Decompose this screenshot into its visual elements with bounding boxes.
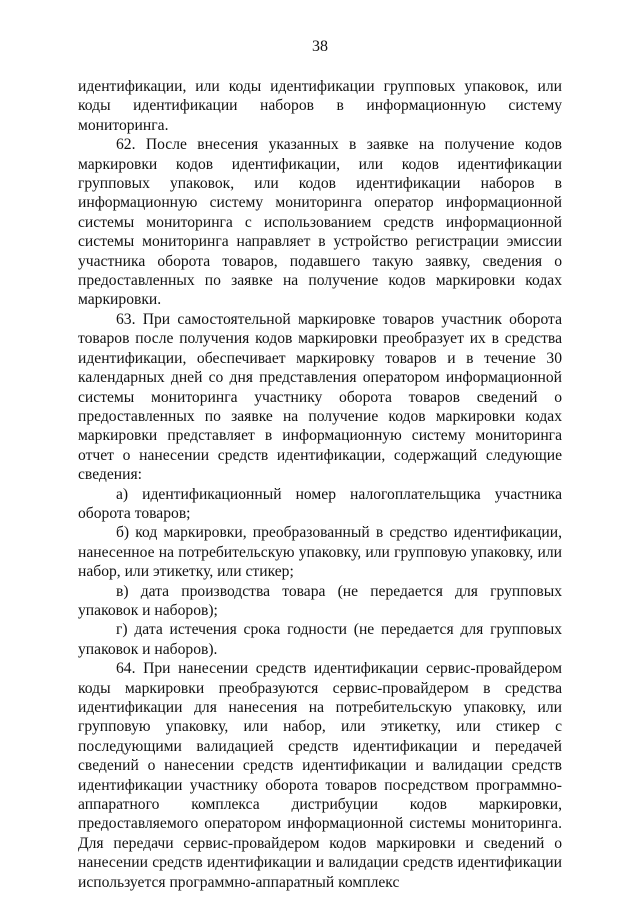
document-body — [78, 77, 562, 892]
list-item-a: а) идентификационный номер налогоплательщика участника оборота товаров; — [78, 485, 562, 522]
paragraph-63: 63. При самостоятельной маркировке товаров участник оборота товаров после получения кодов маркировки преобразует их в средства идентификации, обеспечивает маркировку товаров и в течение 30 календарных дней со дня представления оператором информационной системы мониторинга участнику оборота товаров сведений о предоставленных по заявке на получение кодов маркировки кодах маркировки представляет в информационную систему мониторинга отчет о нанесении средств идентификации, содержащий следующие сведения: — [78, 310, 562, 484]
paragraph-continuation: идентификации, или коды идентификации групповых упаковок, или коды идентификации наборов в информационную систему мониторинга. — [78, 78, 562, 134]
page-number: 38 — [312, 38, 328, 55]
paragraph-62: 62. После внесения указанных в заявке на получение кодов маркировки кодов идентификации, или кодов идентификации групповых упаковок, или кодов идентификации наборов в информационную систему мониторинга оператор информационной системы мониторинга с использованием средств информационной системы мониторинга направляет в устройство регистрации эмиссии участника оборота товаров, подавшего такую заявку, сведения о предоставленных по заявке на получение кодов маркировки кодах маркировки. — [78, 136, 562, 309]
list-item-g: г) дата истечения срока годности (не передается для групповых упаковок и наборов). — [78, 621, 562, 658]
list-item-b: б) код маркировки, преобразованный в средство идентификации, нанесенное на потребительскую упаковку, или групповую упаковку, или набор, или этикетку, или стикер; — [78, 524, 562, 581]
paragraph-64: 64. При нанесении средств идентификации сервис-провайдером коды маркировки преобразуются сервис-провайдером в средства идентификации для нанесения на потребительскую упаковку, или групповую упаковку, или набор, или этикетку, или стикер с последующими валидацией средств идентификации и передачей сведений о нанесении средств идентификации и валидации средств идентификации участнику оборота товаров посредством программно-аппаратного комплекса дистрибуции кодов маркировки, предоставляемого оператором информационной системы мониторинга. Для передачи сервис-провайдером кодов маркировки и сведений о нанесении средств идентификации и валидации средств идентификации используется программно-аппаратный комплекс — [78, 660, 562, 891]
list-item-v: в) дата производства товара (не передается для групповых упаковок и наборов); — [78, 582, 562, 619]
